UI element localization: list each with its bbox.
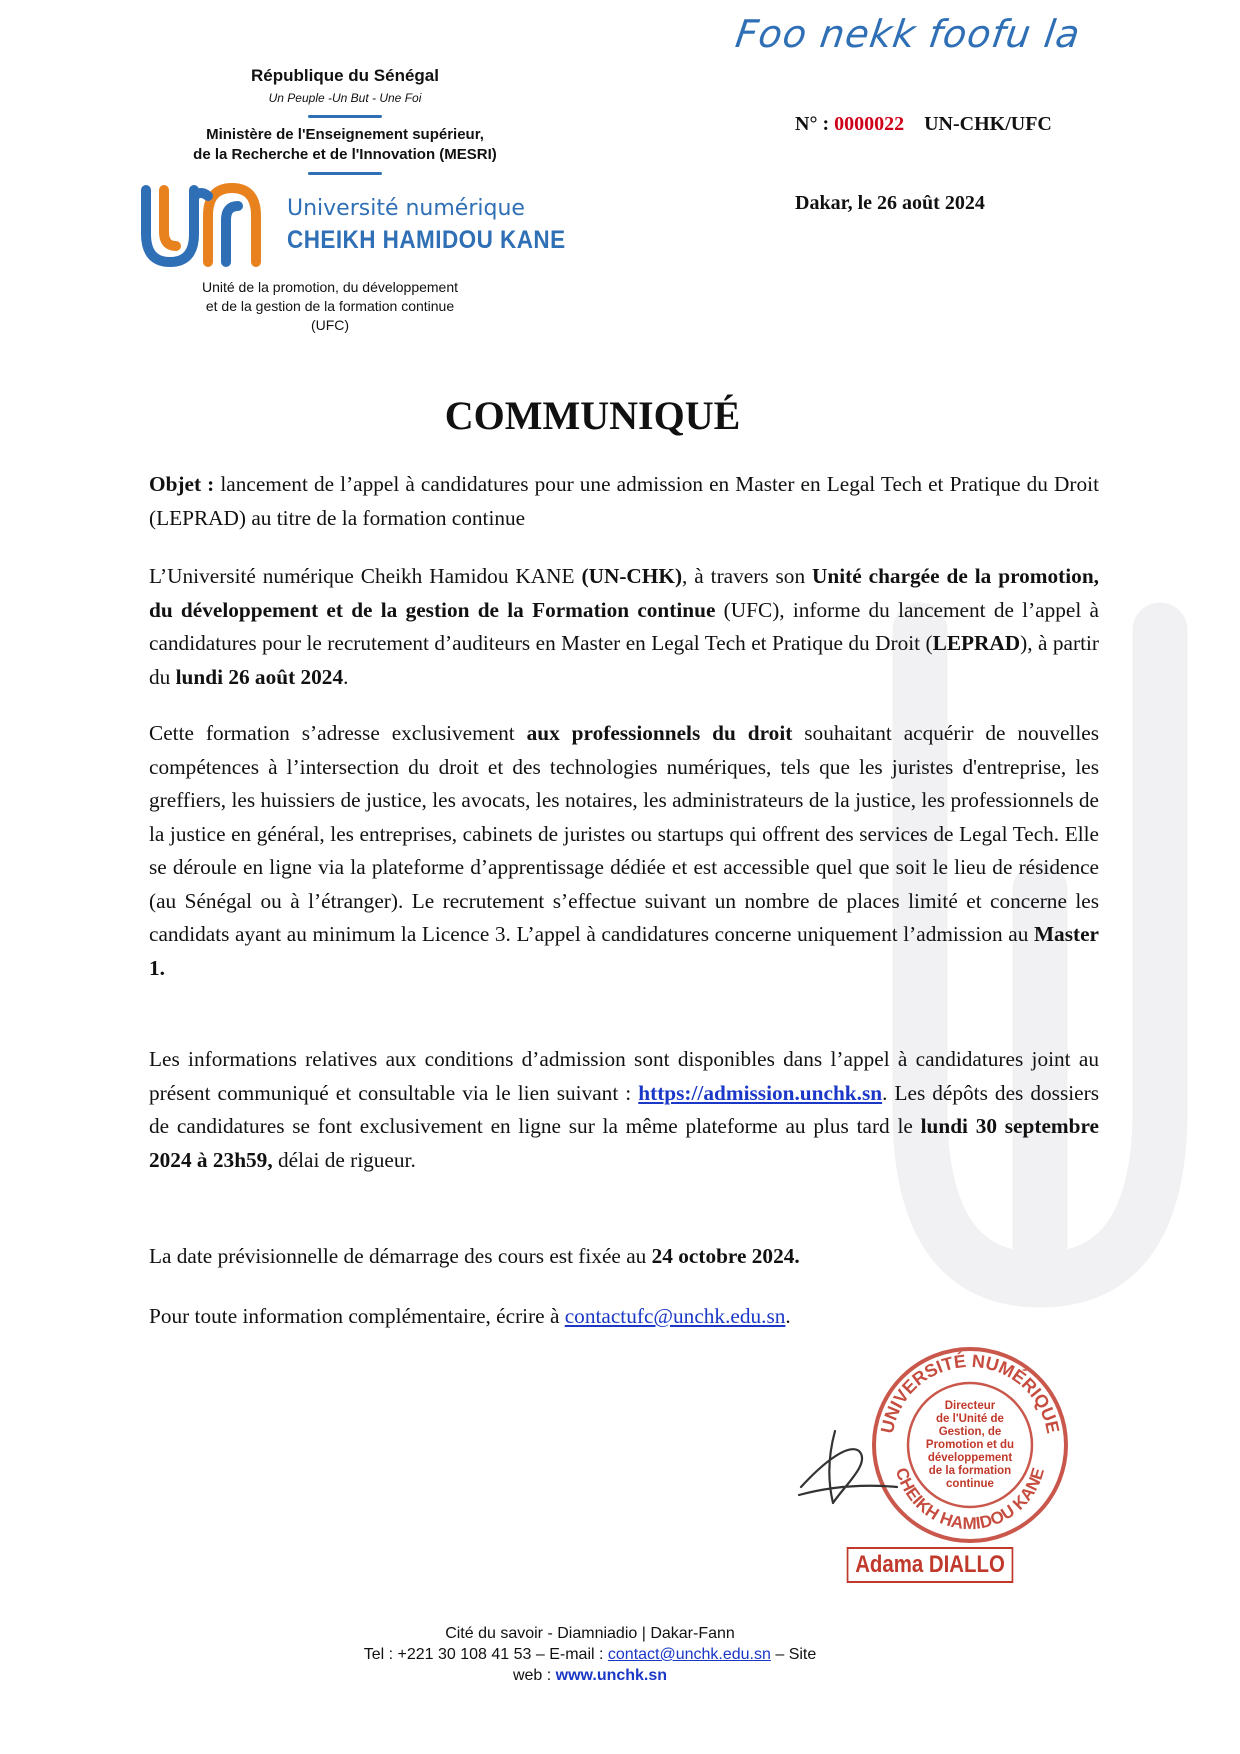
- text-bold: (UN-CHK): [581, 564, 683, 588]
- text: ), à partir du: [149, 631, 1099, 689]
- text-bold: Master 1.: [149, 922, 1099, 980]
- object-text: lancement de l’appel à candidatures pour une admission en Master en Legal Tech et Pratique du Droit (LEPRAD) au titre de la formation continue: [149, 472, 1099, 530]
- tagline: Foo nekk foofu la: [732, 12, 1084, 56]
- university-name: Université numérique: [287, 196, 525, 221]
- republic-name: République du Sénégal: [251, 66, 439, 85]
- footer-email-link[interactable]: contact@unchk.edu.sn: [607, 1646, 771, 1663]
- text: La date prévisionnelle de démarrage des cours est fixée au: [149, 1244, 652, 1268]
- object-label: Objet :: [149, 472, 215, 496]
- footer-contact: [250, 1644, 930, 1665]
- stamp-inner-line: Gestion, de: [938, 1426, 1002, 1438]
- stamp-inner-line: de la formation: [928, 1465, 1012, 1477]
- signature: [793, 1423, 903, 1513]
- ministry-line: de la Recherche et de l'Innovation (MESRI): [193, 146, 497, 163]
- text: Cette formation s’adresse exclusivement: [149, 721, 527, 745]
- object-paragraph: [149, 468, 1099, 535]
- paragraph-start-date: [149, 1240, 1099, 1274]
- text-bold: lundi 30 septembre 2024 à 23h59,: [149, 1114, 1100, 1172]
- text: délai de rigueur.: [272, 1147, 416, 1172]
- reference-suffix: UN-CHK/UFC: [924, 113, 1052, 135]
- stamp-inner-line: Promotion et du: [925, 1439, 1015, 1451]
- reference-value: 0000022: [834, 113, 905, 135]
- contact-email-link[interactable]: contactufc@unchk.edu.sn: [564, 1304, 786, 1328]
- ministry-line: Ministère de l'Enseignement supérieur,: [206, 126, 484, 143]
- reference-number: [795, 113, 1052, 136]
- page-footer: [250, 1623, 930, 1686]
- paragraph-audience: [149, 717, 1099, 985]
- document-date: Dakar, le 26 août 2024: [795, 192, 985, 214]
- ministry-name: [130, 125, 560, 165]
- unit-line: (UFC): [310, 317, 350, 333]
- text-bold: Unité chargée de la promotion, du développement et de la gestion de la Formation continue: [149, 564, 1099, 622]
- unit-name: [150, 278, 510, 335]
- divider: [308, 115, 382, 118]
- text-bold: LEPRAD: [932, 631, 1021, 655]
- stamp-inner-line: développement: [927, 1452, 1013, 1464]
- footer-phone: Tel : +221 30 108 41 53 – E-mail :: [363, 1646, 608, 1663]
- stamp-inner-line: de l'Unité de: [936, 1413, 1004, 1425]
- footer-website[interactable]: www.unchk.sn: [555, 1667, 668, 1684]
- paragraph-admission: [149, 1043, 1099, 1177]
- text: , à travers son: [682, 564, 813, 588]
- text: L’Université numérique Cheikh Hamidou KANE: [149, 564, 582, 588]
- unit-line: et de la gestion de la formation continue: [205, 298, 455, 314]
- text-bold: aux professionnels du droit: [526, 721, 793, 745]
- paragraph-contact: [149, 1300, 1099, 1334]
- footer-web: [250, 1665, 930, 1686]
- text: .: [785, 1304, 791, 1328]
- text-bold: 24 octobre 2024.: [651, 1244, 800, 1268]
- footer-address: Cité du savoir - Diamniadio | Dakar-Fann: [445, 1625, 735, 1642]
- footer-web-label: web :: [512, 1667, 556, 1684]
- divider: [308, 172, 382, 175]
- unit-line: Unité de la promotion, du développement: [201, 279, 459, 295]
- stamp-inner-line: Directeur: [944, 1400, 996, 1412]
- national-motto: Un Peuple -Un But - Une Foi: [268, 91, 422, 105]
- footer-site-label: – Site: [770, 1646, 817, 1663]
- reference-label: N° :: [795, 113, 830, 135]
- admission-link[interactable]: https://admission.unchk.sn: [638, 1080, 883, 1105]
- text: (UFC), informe du lancement de l’appel à candidatures pour le recrutement d’auditeurs en Master en Legal Tech et Pratique du Droit (: [149, 597, 1099, 655]
- text: .: [343, 664, 349, 689]
- stamp-ring-top: UNIVERSITÉ NUMÉRIQUE: [876, 1350, 1064, 1436]
- stamp-ring-bottom: CHEIKH HAMIDOU KANE: [891, 1465, 1049, 1534]
- text-bold: lundi 26 août 2024: [175, 664, 344, 689]
- text: Pour toute information complémentaire, écrire à: [149, 1304, 565, 1328]
- stamp-inner-line: continue: [946, 1478, 994, 1490]
- signatory-name-stamp: Adama DIALLO: [847, 1547, 1014, 1583]
- text: souhaitant acquérir de nouvelles compétences à l’intersection du droit et des technologies numériques, tels que les juristes d'entreprise, les greffiers, les huissiers de justice, les avocats, les notaires, les administrateurs de la justice, les professionnels de la justice en général, les entreprises, cabinets de juristes ou startups qui offrent des services de Legal Tech. Elle se déroule en ligne via la plateforme d’apprentissage dédiée et est accessible quel que soit le lieu de résidence (au Sénégal ou à l’étranger). Le recrutement s’effectue suivant un nombre de places limité et concerne les candidats ayant au minimum la Licence 3. L’appel à candidatures concerne uniquement l’admission au: [149, 721, 1099, 946]
- university-name-bold: CHEIKH HAMIDOU KANE: [287, 226, 566, 254]
- paragraph-intro: [149, 560, 1099, 694]
- text: Les informations relatives aux conditions d’admission sont disponibles dans l’appel à candidatures joint au présent communiqué et consultable via le lien suivant :: [149, 1047, 1099, 1105]
- text: . Les dépôts des dossiers de candidatures se font exclusivement en ligne sur la même plateforme au plus tard le: [149, 1080, 1099, 1138]
- page-title: COMMUNIQUÉ: [444, 393, 741, 438]
- university-logo-icon: [138, 176, 278, 272]
